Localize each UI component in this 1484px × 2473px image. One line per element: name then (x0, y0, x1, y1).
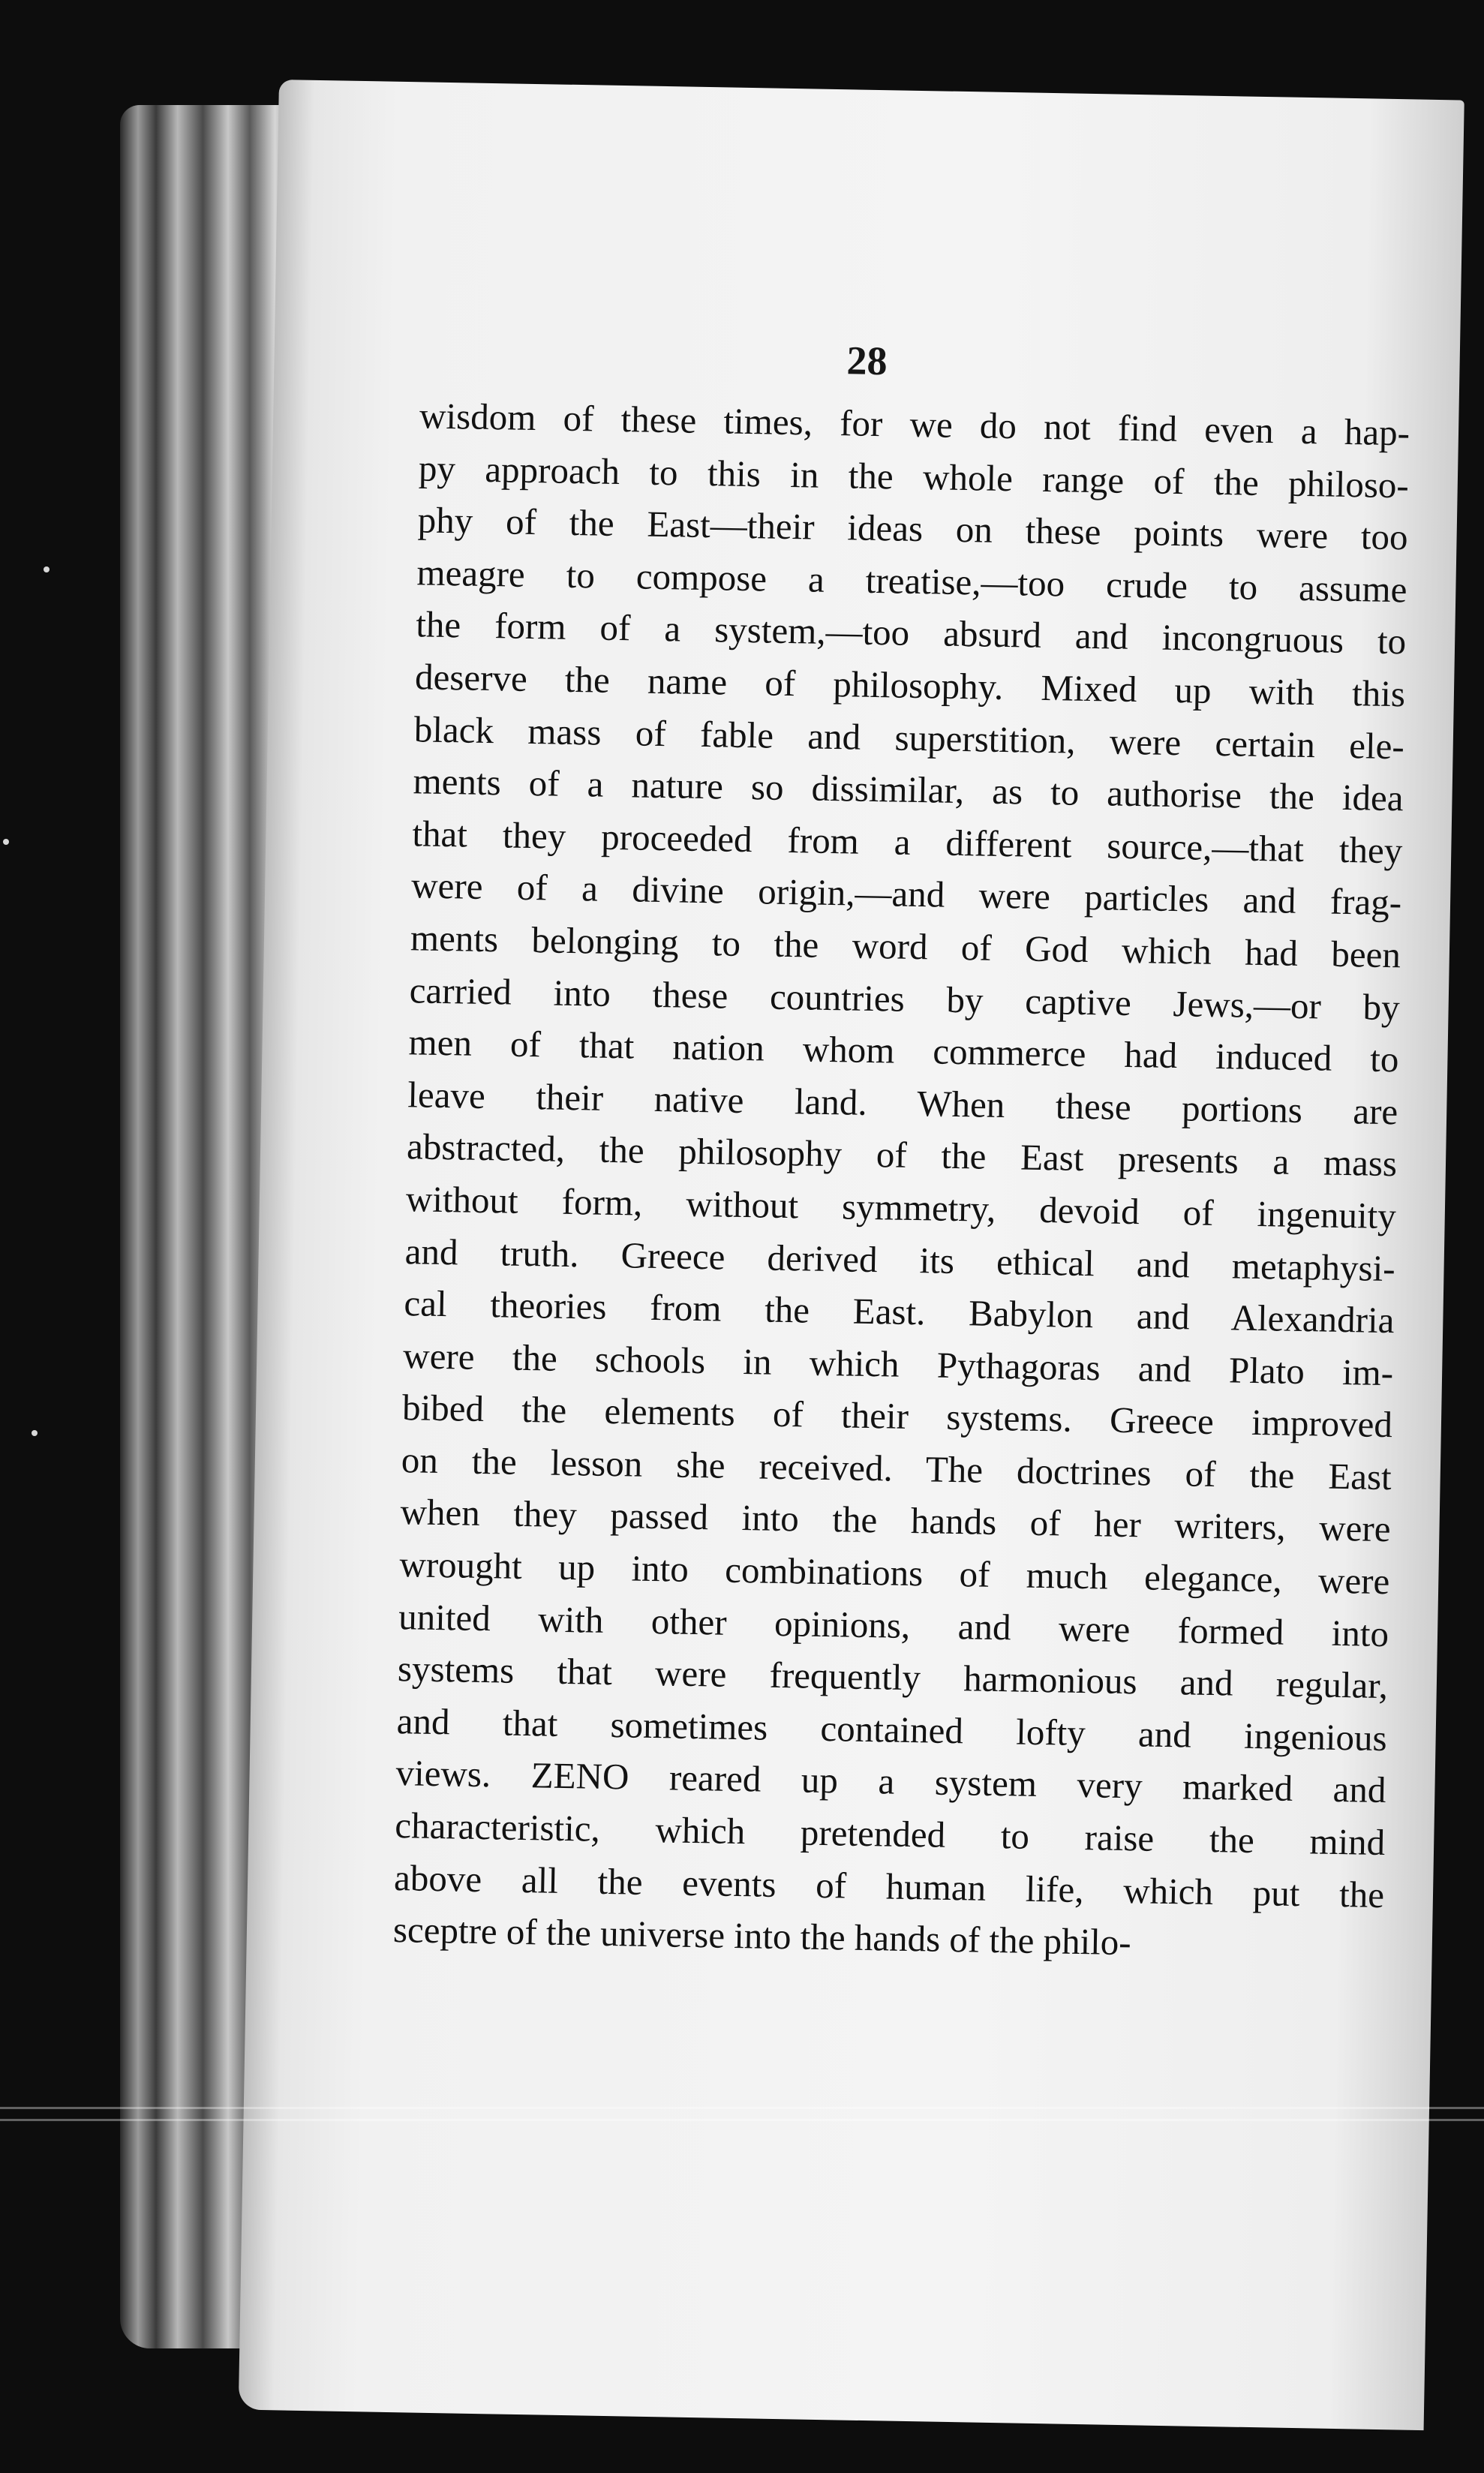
text-line: united with other opinions, and were formed into (398, 1595, 1389, 1654)
text-line: men of that nation whom commerce had induced to (408, 1021, 1399, 1080)
text-line: deserve the name of philosophy. Mixed up with this (414, 656, 1406, 715)
text-line: meagre to compose a treatise,—too crude to assume (416, 551, 1407, 611)
text-line: and truth. Greece derived its ethical and metaphysi- (404, 1230, 1396, 1289)
text-line: sceptre of the universe into the hands of the philo- (392, 1909, 1132, 1964)
text-line: were of a divine origin,—and were particles and frag- (410, 864, 1402, 924)
text-line: ments of a nature so dissimilar, as to authorise the idea (413, 760, 1404, 819)
text-line: black mass of fable and superstition, were certain ele- (413, 708, 1405, 767)
page-number: 28 (846, 338, 888, 384)
page-text (392, 389, 1410, 1973)
text-line: and that sometimes contained lofty and ingenious (396, 1699, 1388, 1759)
text-line: when they passed into the hands of her writers, were (400, 1491, 1391, 1550)
scan-artifact-line (0, 2119, 1484, 2121)
text-line: bibed the elements of their systems. Greece improved (401, 1387, 1393, 1446)
text-line: were the schools in which Pythagoras and Plato im- (402, 1334, 1394, 1393)
text-line: leave their native land. When these portions are (407, 1073, 1398, 1132)
text-line: wisdom of these times, for we do not find even a hap- (419, 395, 1410, 454)
text-line: without form, without symmetry, devoid of ingenuity (405, 1178, 1397, 1237)
text-line: systems that were frequently harmonious and regular, (397, 1648, 1389, 1707)
text-line: cal theories from the East. Babylon and Alexandria (404, 1282, 1395, 1342)
text-line: characteristic, which pretended to raise the mind (394, 1804, 1386, 1864)
scan-speck (3, 839, 9, 845)
text-line: wrought up into combinations of much elegance, were (399, 1543, 1390, 1603)
text-line: py approach to this in the whole range of the philoso- (418, 446, 1410, 506)
text-line: abstracted, the philosophy of the East presents a mass (406, 1125, 1398, 1185)
scan-speck (32, 1430, 38, 1436)
text-line: on the lesson she received. The doctrines of the East (401, 1439, 1392, 1498)
book-page (239, 80, 1464, 2430)
text-line: above all the events of human life, which put the (393, 1856, 1385, 1916)
text-line: the form of a system,—too absurd and incongruous to (415, 603, 1407, 663)
text-line: phy of the East—their ideas on these points were too (417, 499, 1409, 558)
text-line: that they proceeded from a different source,—that they (412, 813, 1403, 872)
scan-speck (44, 566, 50, 572)
text-line: carried into these countries by captive Jews,—or by (409, 969, 1401, 1028)
scan-artifact-line (0, 2107, 1484, 2109)
text-line: views. ZENO reared up a system very marked and (395, 1752, 1386, 1811)
text-line: ments belonging to the word of God which had been (410, 917, 1401, 976)
